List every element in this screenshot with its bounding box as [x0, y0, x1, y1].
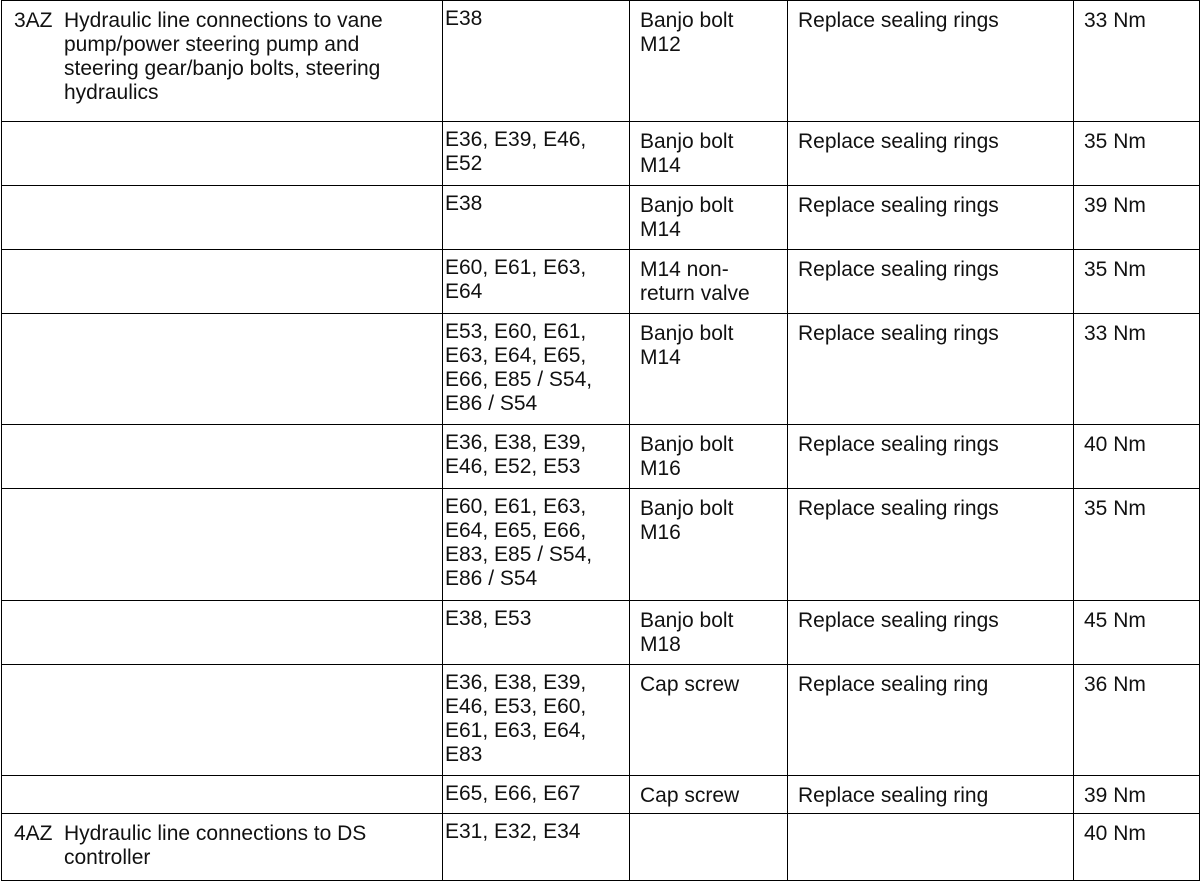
- table-row: [2, 314, 1200, 425]
- item-code: 4AZ: [14, 822, 53, 845]
- item-code: 3AZ: [14, 9, 53, 32]
- part-type: Cap screw: [630, 665, 788, 776]
- vehicle-models: E60, E61, E63, E64: [443, 250, 630, 314]
- part-type: Banjo bolt M14: [630, 314, 788, 425]
- instruction-note: Replace sealing rings: [788, 489, 1074, 601]
- table-row: [2, 489, 1200, 601]
- instruction-note: Replace sealing ring: [788, 665, 1074, 776]
- torque-value: 35 Nm: [1074, 122, 1200, 186]
- vehicle-models: E38: [443, 186, 630, 250]
- vehicle-models: E60, E61, E63, E64, E65, E66, E83, E85 / S54, E86 / S54: [443, 489, 630, 601]
- instruction-note: Replace sealing rings: [788, 122, 1074, 186]
- part-type: Banjo bolt M16: [630, 425, 788, 489]
- vehicle-models: E36, E38, E39, E46, E53, E60, E61, E63, E64, E83: [443, 665, 630, 776]
- code-description-cell: [2, 425, 443, 489]
- vehicle-models: E36, E38, E39, E46, E52, E53: [443, 425, 630, 489]
- item-description: Hydraulic line connections to vane pump/power steering pump and steering gear/banjo bolts, steering hydraulics: [64, 9, 383, 104]
- vehicle-models: E36, E39, E46, E52: [443, 122, 630, 186]
- torque-value: 40 Nm: [1074, 425, 1200, 489]
- code-description-cell: [2, 776, 443, 814]
- vehicle-models: E38, E53: [443, 601, 630, 665]
- part-type: Banjo bolt M14: [630, 186, 788, 250]
- table-row: [2, 425, 1200, 489]
- table-row: [2, 601, 1200, 665]
- table-row: [2, 814, 1200, 881]
- part-type: Banjo bolt M18: [630, 601, 788, 665]
- vehicle-models: E65, E66, E67: [443, 776, 630, 814]
- instruction-note: [788, 814, 1074, 881]
- table-row: [2, 665, 1200, 776]
- torque-value: 45 Nm: [1074, 601, 1200, 665]
- code-description-cell: [2, 1, 443, 122]
- code-description-cell: [2, 814, 443, 881]
- code-description-cell: [2, 314, 443, 425]
- instruction-note: Replace sealing rings: [788, 186, 1074, 250]
- torque-value: 39 Nm: [1074, 186, 1200, 250]
- part-type: M14 non- return valve: [630, 250, 788, 314]
- torque-value: 33 Nm: [1074, 1, 1200, 122]
- torque-value: 39 Nm: [1074, 776, 1200, 814]
- table-row: [2, 122, 1200, 186]
- table-row: [2, 1, 1200, 122]
- vehicle-models: E31, E32, E34: [443, 814, 630, 881]
- part-type: Cap screw: [630, 776, 788, 814]
- part-type: Banjo bolt M12: [630, 1, 788, 122]
- code-description-cell: [2, 186, 443, 250]
- vehicle-models: E38: [443, 1, 630, 122]
- code-description-cell: [2, 601, 443, 665]
- torque-value: 33 Nm: [1074, 314, 1200, 425]
- part-type: Banjo bolt M16: [630, 489, 788, 601]
- code-description-cell: [2, 250, 443, 314]
- item-description: Hydraulic line connections to DS controller: [64, 822, 367, 869]
- torque-value: 35 Nm: [1074, 250, 1200, 314]
- instruction-note: Replace sealing rings: [788, 1, 1074, 122]
- torque-value: 35 Nm: [1074, 489, 1200, 601]
- instruction-note: Replace sealing rings: [788, 314, 1074, 425]
- instruction-note: Replace sealing ring: [788, 776, 1074, 814]
- table-row: [2, 186, 1200, 250]
- instruction-note: Replace sealing rings: [788, 250, 1074, 314]
- part-type: Banjo bolt M14: [630, 122, 788, 186]
- instruction-note: Replace sealing rings: [788, 425, 1074, 489]
- code-description-cell: [2, 122, 443, 186]
- torque-spec-table: [1, 0, 1200, 881]
- code-description-cell: [2, 489, 443, 601]
- table-row: [2, 776, 1200, 814]
- vehicle-models: E53, E60, E61, E63, E64, E65, E66, E85 / S54, E86 / S54: [443, 314, 630, 425]
- part-type: [630, 814, 788, 881]
- table-row: [2, 250, 1200, 314]
- torque-value: 36 Nm: [1074, 665, 1200, 776]
- instruction-note: Replace sealing rings: [788, 601, 1074, 665]
- torque-value: 40 Nm: [1074, 814, 1200, 881]
- code-description-cell: [2, 665, 443, 776]
